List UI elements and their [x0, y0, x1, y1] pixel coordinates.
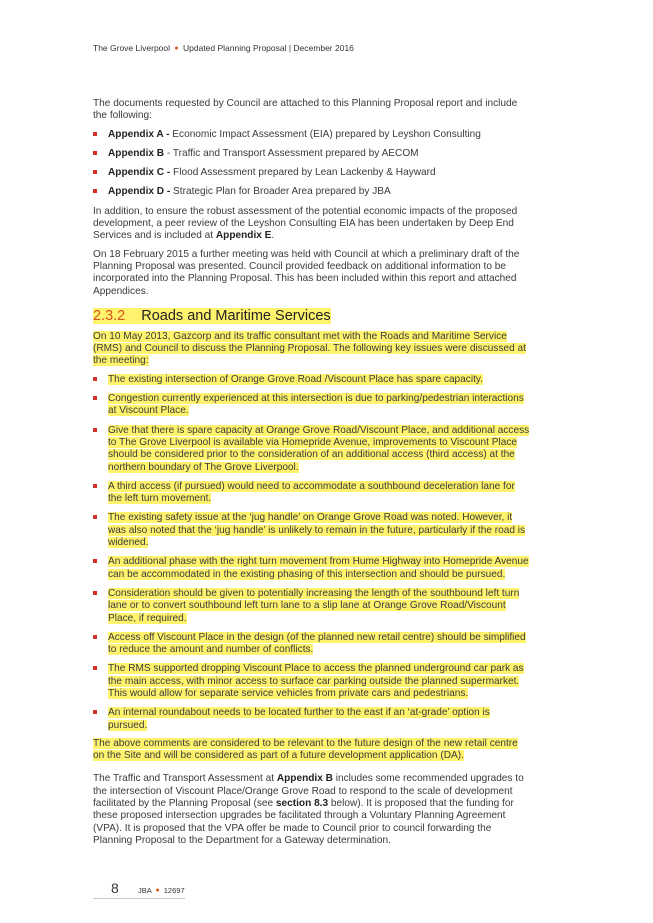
- list-item: [93, 512, 531, 549]
- issue-text: An additional phase with the right turn movement from Hume Highway into Homepride Avenue can be accommodated in the existing phasing of this intersection and should be pursued.: [108, 556, 529, 580]
- list-item: [93, 393, 531, 418]
- rms-intro-text: On 10 May 2013, Gazcorp and its traffic consultant met with the Roads and Maritime Service (RMS) and Council to discuss the Planning Proposal. The following key issues were discussed at the meeting:: [93, 330, 526, 367]
- traffic-text-2: includes some recommended upgrades to the intersection of Viscount Place/Orange Grove Road to respond to the scale of development facilitated by the Planning Proposal (see: [93, 773, 524, 810]
- issue-text: Access off Viscount Place in the design (of the planned new retail centre) should be simplified to reduce the amount and number of conflicts.: [108, 631, 526, 656]
- list-item: [93, 588, 531, 625]
- square-bullet-icon: [93, 710, 97, 714]
- square-bullet-icon: [93, 666, 97, 670]
- peer-review-text: In addition, to ensure the robust assessment of the potential economic impacts of the proposed development, a peer review of the Leyshon Consulting EIA has been undertaken by Deep End Services and is included at: [93, 205, 518, 242]
- appendix-text: Economic Impact Assessment (EIA) prepared by Leyshon Consulting: [169, 128, 481, 140]
- square-bullet-icon: [93, 377, 97, 381]
- appendix-b-ref: Appendix B: [276, 773, 333, 785]
- rms-issue-list: [93, 374, 531, 732]
- list-item: [93, 556, 531, 581]
- footer-project-code: 12697: [163, 886, 185, 895]
- peer-review-end: .: [271, 230, 275, 242]
- issue-text: A third access (if pursued) would need to accommodate a southbound deceleration lane for the left turn movement.: [108, 480, 515, 505]
- appendix-text: Flood Assessment prepared by Lean Lackenby & Hayward: [170, 167, 436, 179]
- issue-text: Consideration should be given to potentially increasing the length of the southbound left turn lane or to convert southbound left turn lane to a slip lane at Orange Grove Road/Viscount Place, if required.: [108, 587, 520, 624]
- footer-divider: [93, 898, 185, 899]
- square-bullet-icon: [93, 132, 97, 136]
- appendix-label: Appendix B: [108, 147, 165, 159]
- appendix-list: [93, 129, 531, 199]
- rms-outro-paragraph: [93, 738, 531, 763]
- square-bullet-icon: [93, 151, 97, 155]
- list-item: [93, 148, 531, 160]
- traffic-text-3: below). It is proposed that the funding for these proposed intersection upgrades be facilitated through a Voluntary Planning Agreement (VPA). It is proposed that the VPA offer be made to Council prior to council forwarding the Planning Proposal to the Department for a Gateway determination.: [93, 798, 514, 846]
- issue-text: The existing intersection of Orange Grove Road /Viscount Place has spare capacity.: [108, 373, 483, 385]
- header-subtitle: Updated Planning Proposal | December 2016: [183, 43, 354, 53]
- list-item: [93, 663, 531, 700]
- header-title: The Grove Liverpool: [93, 43, 171, 53]
- appendix-e-ref: Appendix E: [215, 230, 272, 242]
- rms-outro-text: The above comments are considered to be relevant to the future design of the new retail centre on the Site and will be considered as part of a future development application (DA).: [93, 737, 518, 762]
- issue-text: The existing safety issue at the ‘jug handle’ on Orange Grove Road was noted. However, it was also noted that the ‘jug handle’ is unlikely to remain in the future, particularly if the road is widened.: [108, 512, 526, 549]
- square-bullet-icon: [93, 396, 97, 400]
- section-number: 2.3.2: [93, 307, 126, 324]
- list-item: [93, 632, 531, 657]
- issue-text: Give that there is spare capacity at Orange Grove Road/Viscount Place, and additional access to The Grove Liverpool is available via Homepride Avenue, improvements to Viscount Place should be considered prior to the consideration of an additional access (third access) at the northern boundary of The Grove Liverpool.: [108, 424, 530, 473]
- list-item: [93, 186, 531, 198]
- square-bullet-icon: [93, 515, 97, 519]
- section-ref: section 8.3: [275, 798, 329, 810]
- traffic-paragraph: [93, 773, 531, 847]
- appendix-label: Appendix D -: [108, 186, 171, 198]
- issue-text: Congestion currently experienced at this intersection is due to parking/pedestrian interactions at Viscount Place.: [108, 393, 524, 417]
- square-bullet-icon: [93, 428, 97, 432]
- separator-dot-icon: ●: [155, 887, 160, 894]
- separator-dot-icon: ●: [174, 45, 179, 52]
- rms-intro-paragraph: [93, 331, 531, 368]
- list-item: [93, 707, 531, 732]
- issue-text: The RMS supported dropping Viscount Place to access the planned underground car park as the main access, with minor access to surface car parking outside the planned supermarket. This would allow for separate service vehicles from private cars and pedestrians.: [108, 663, 524, 699]
- section-heading: [93, 308, 531, 325]
- appendix-label: Appendix C -: [108, 167, 171, 179]
- square-bullet-icon: [93, 189, 97, 193]
- list-item: [93, 374, 531, 386]
- appendix-text: Strategic Plan for Broader Area prepared by JBA: [170, 186, 391, 198]
- list-item: [93, 425, 531, 474]
- meeting-paragraph: On 18 February 2015 a further meeting was held with Council at which a preliminary draft of the Planning Proposal was presented. Council provided feedback on additional information to be incorporated into the Planning Proposal. This has been included within this report and attached Appendices.: [93, 248, 520, 297]
- list-item: [93, 167, 531, 179]
- square-bullet-icon: [93, 484, 97, 488]
- list-item: [93, 129, 531, 141]
- appendix-label: Appendix A -: [108, 128, 170, 140]
- traffic-text-1: The Traffic and Transport Assessment at: [93, 773, 277, 785]
- square-bullet-icon: [93, 591, 97, 595]
- issue-text: An internal roundabout needs to be located further to the east if an ‘at-grade’ option is pursued.: [108, 707, 490, 731]
- list-item: [93, 481, 531, 506]
- running-header: [93, 43, 354, 53]
- page-body: [93, 98, 531, 853]
- footer-org: [138, 886, 185, 895]
- appendix-text: - Traffic and Transport Assessment prepared by AECOM: [164, 147, 419, 159]
- section-title: Roads and Maritime Services: [141, 307, 331, 324]
- footer-org-name: JBA: [138, 886, 152, 895]
- square-bullet-icon: [93, 170, 97, 174]
- square-bullet-icon: [93, 635, 97, 639]
- page-number: 8: [111, 880, 119, 896]
- peer-review-paragraph: [93, 206, 531, 243]
- square-bullet-icon: [93, 559, 97, 563]
- intro-paragraph: The documents requested by Council are attached to this Planning Proposal report and include the following:: [93, 98, 518, 122]
